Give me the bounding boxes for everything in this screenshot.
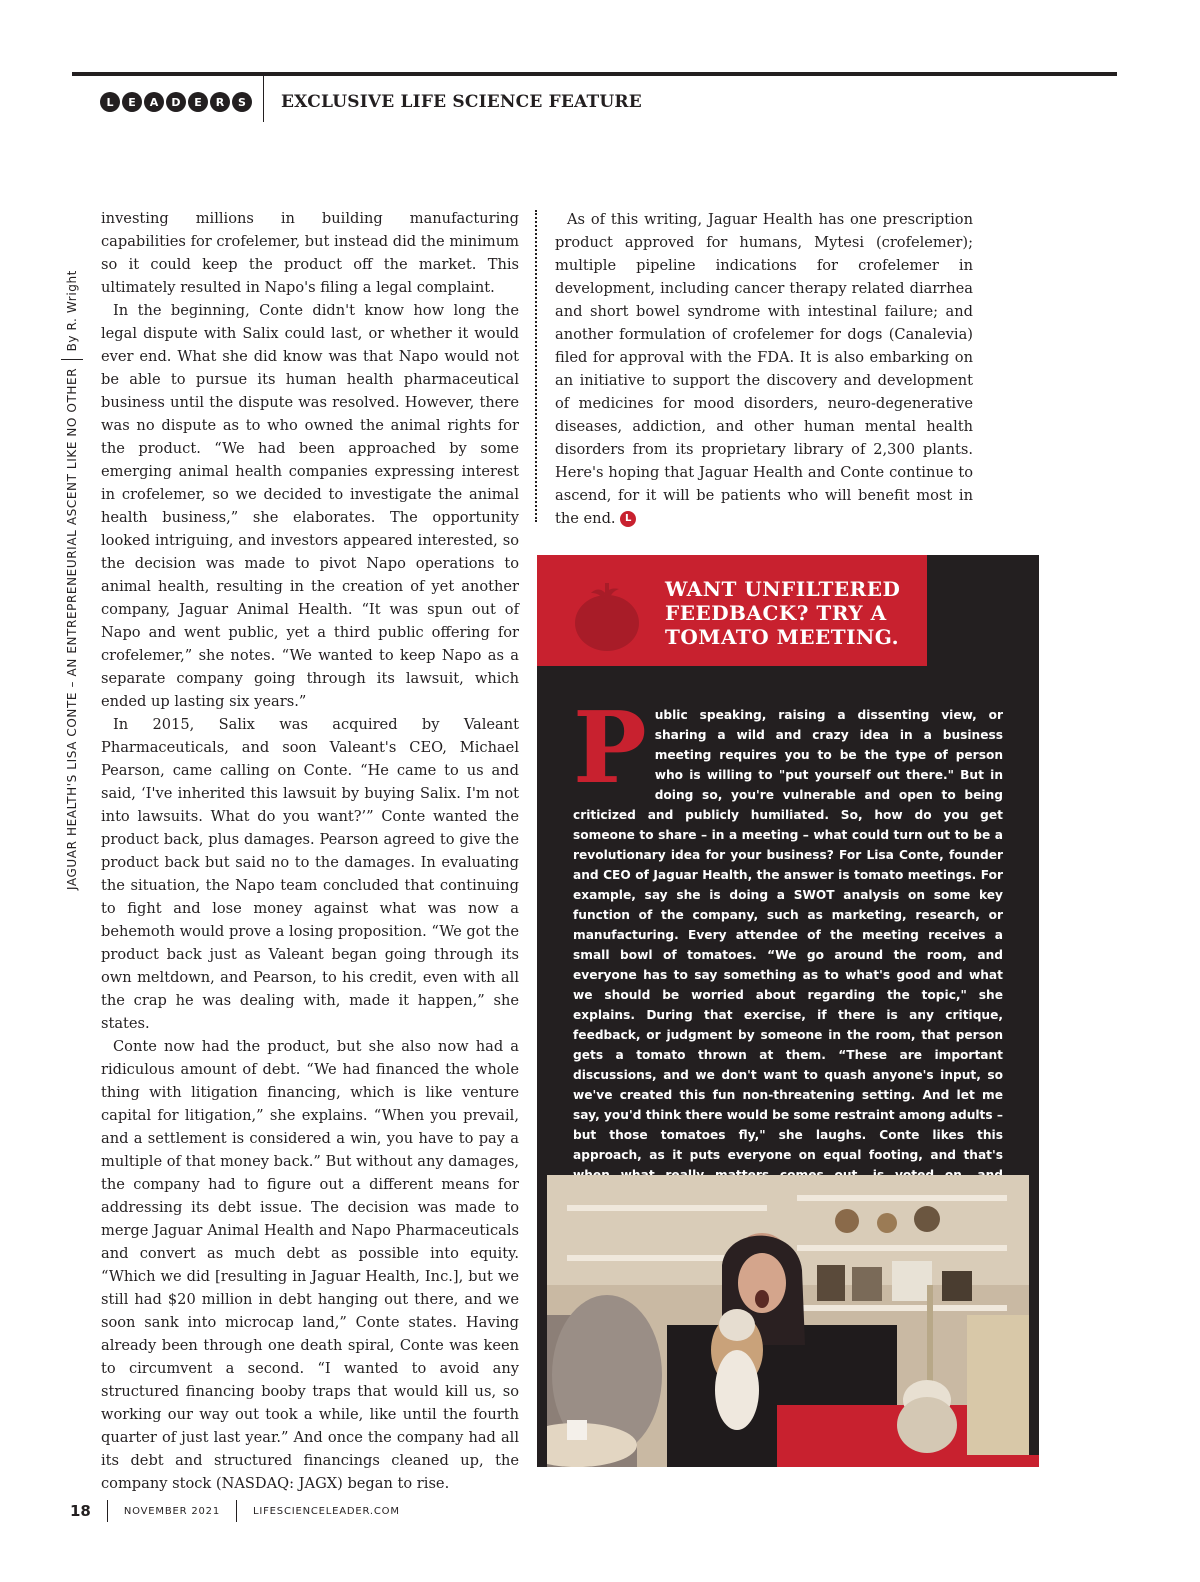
sidebar-text: ublic speaking, raising a dissenting view, or sharing a wild and crazy idea in a business meeting requires you to be the type of person who is willing to "put yourself out there." But in doing so, you're vulnerable and open to being criticized and publicly humiliated. So, how do you get someone to share – in a meeting – what could turn out to be a revolutionary idea for your business? For Lisa Conte, founder and CEO of Jaguar Health, the answer is tomato meetings. For example, say she is doing a SWOT analysis on some key function of the company, such as marketing, research, or manufacturing. Every attendee of the meeting receives a small bowl of tomatoes. “We go around the room, and everyone has to say something as to what's good and what we should be worried about regarding the topic," she explains. During that exercise, if there is any critique, feedback, or judgment by someone in the room, that person gets a tomato thrown at them. “These are important discussions, and we don't want to quash anyone's input, so we've created this fun non-threatening setting. And let me say, you'd think there would be some restraint among adults – but those tomatoes fly," she laughs. Conte likes this approach, as it puts everyone on equal footing, and that's [573, 708, 1003, 1162]
sidebar-title: WANT UNFILTERED FEEDBACK? TRY A TOMATO MEETING. [665, 577, 901, 649]
page-footer [70, 1500, 400, 1522]
tomato-icon [567, 575, 647, 655]
article-title: JAGUAR HEALTH'S LISA CONTE – AN ENTREPRENEURIAL ASCENT LIKE NO OTHER [65, 367, 79, 890]
paragraph [555, 208, 973, 530]
article-right-column [555, 208, 973, 530]
footer-divider [107, 1500, 108, 1522]
logo-letter: L [100, 92, 120, 112]
byline: By R. Wright [65, 270, 79, 352]
top-rule [72, 72, 1117, 76]
sidebar-banner [537, 555, 927, 666]
sidebar-body [573, 691, 1003, 1205]
article-left-column [101, 207, 519, 1495]
paragraph: investing millions in building manufacturing capabilities for crofelemer, but instead did the minimum so it could keep the product off the market. This ultimately resulted in Napo's filing a legal complaint. [101, 210, 519, 296]
leaders-logo [100, 92, 252, 112]
paragraph: Conte now had the product, but she also now had a ridiculous amount of debt. “We had financed the whole thing with litigation financing, which is like venture capital for litigation,” she explains. “When you prevail, and a settlement is considered a win, you have to pay a multiple of that money back.” But without any damages, the company had to figure out a different means for addressing its debt issue. The decision was made to merge Jaguar Animal Health and Napo Pharmaceuticals and convert as much debt as possible into equity. “Which we did [resulting in Jaguar Health, Inc.], but we still had $20 million in debt hanging out there, and we soon sank into microcap land,” Conte states. Having already been through one death spiral, Conte was keen to circumvent a second. “I wanted to avoid any structured financing booby traps that would kill us, so working our way out took a while, like until the fourth quarter of just last year.” And once the company had all its debt and structured financings cleaned up, the company stock (NASDAQ: JAGX) began to rise. [101, 1038, 519, 1492]
logo-letter: D [166, 92, 186, 112]
logo-letter: S [232, 92, 252, 112]
page-number: 18 [70, 1502, 91, 1520]
photo-illustration [547, 1175, 1029, 1467]
logo-letter: R [210, 92, 230, 112]
website: LIFESCIENCELEADER.COM [253, 1505, 400, 1517]
tomato-meeting-sidebar [537, 555, 1039, 1467]
closing-paragraph: As of this writing, Jaguar Health has one prescription product approved for humans, Mytesi (crofelemer); multiple pipeline indications for crofelemer in development, including cancer therapy related diarrhea and short bowel syndrome with intestinal failure; and another formulation of crofelemer for dogs (Canalevia) filed for approval with the FDA. It is also embarking on an initiative to support the discovery and development of medicines for mood disorders, neuro-degenerative diseases, addiction, and other human mental health disorders from its proprietary library of 2,300 plants. Here's hoping that Jaguar Health and Conte continue to ascend, for it will be patients who will benefit most in the end. [555, 211, 973, 527]
header-divider [263, 72, 264, 122]
side-running-title [61, 270, 83, 890]
photo-lisa-conte-with-dogs [547, 1175, 1029, 1467]
column-divider [535, 210, 537, 522]
logo-letter: E [122, 92, 142, 112]
footer-divider [236, 1500, 237, 1522]
logo-letter: A [144, 92, 164, 112]
end-mark-icon: L [620, 511, 636, 527]
photo-accent-bar [827, 1455, 1039, 1467]
drop-cap: P [573, 691, 647, 806]
paragraph: In the beginning, Conte didn't know how long the legal dispute with Salix could last, or whether it would ever end. What she did know was that Napo would not be able to pursue its human health pharmaceutical business until the dispute was resolved. However, there was no dispute as to who owned the animal rights for the product. “We had been approached by some emerging animal health companies expressing interest in crofelemer, so we decided to investigate the animal health business,” she elaborates. The opportunity looked intriguing, and investors appeared interested, so the decision was made to pivot Napo operations to animal health, resulting in the creation of yet another company, Jaguar Animal Health. “It was spun out of Napo and went public, yet a third public offering for crofelemer,” she notes. “We wanted to keep Napo as a separate company going through its lawsuit, which ended up lasting six years.” [101, 302, 519, 710]
section-title: EXCLUSIVE LIFE SCIENCE FEATURE [281, 92, 642, 112]
logo-letter: E [188, 92, 208, 112]
issue-date: NOVEMBER 2021 [123, 1505, 220, 1517]
paragraph: In 2015, Salix was acquired by Valeant Pharmaceuticals, and soon Valeant's CEO, Michael Pearson, came calling on Conte. “He came to us and said, ‘I've inherited this lawsuit by buying Salix. I'm not into lawsuits. What do you want?’” Conte wanted the product back, plus damages. Pearson agreed to give the product back but said no to the damages. In evaluating the situation, the Napo team concluded that continuing to fight and lose money against what was now a behemoth would prove a losing proposition. “We got the product back just as Valeant began going through its own meltdown, and Pearson, to his credit, even with all the crap he was dealing with, made it happen,” she states. [101, 716, 519, 1032]
